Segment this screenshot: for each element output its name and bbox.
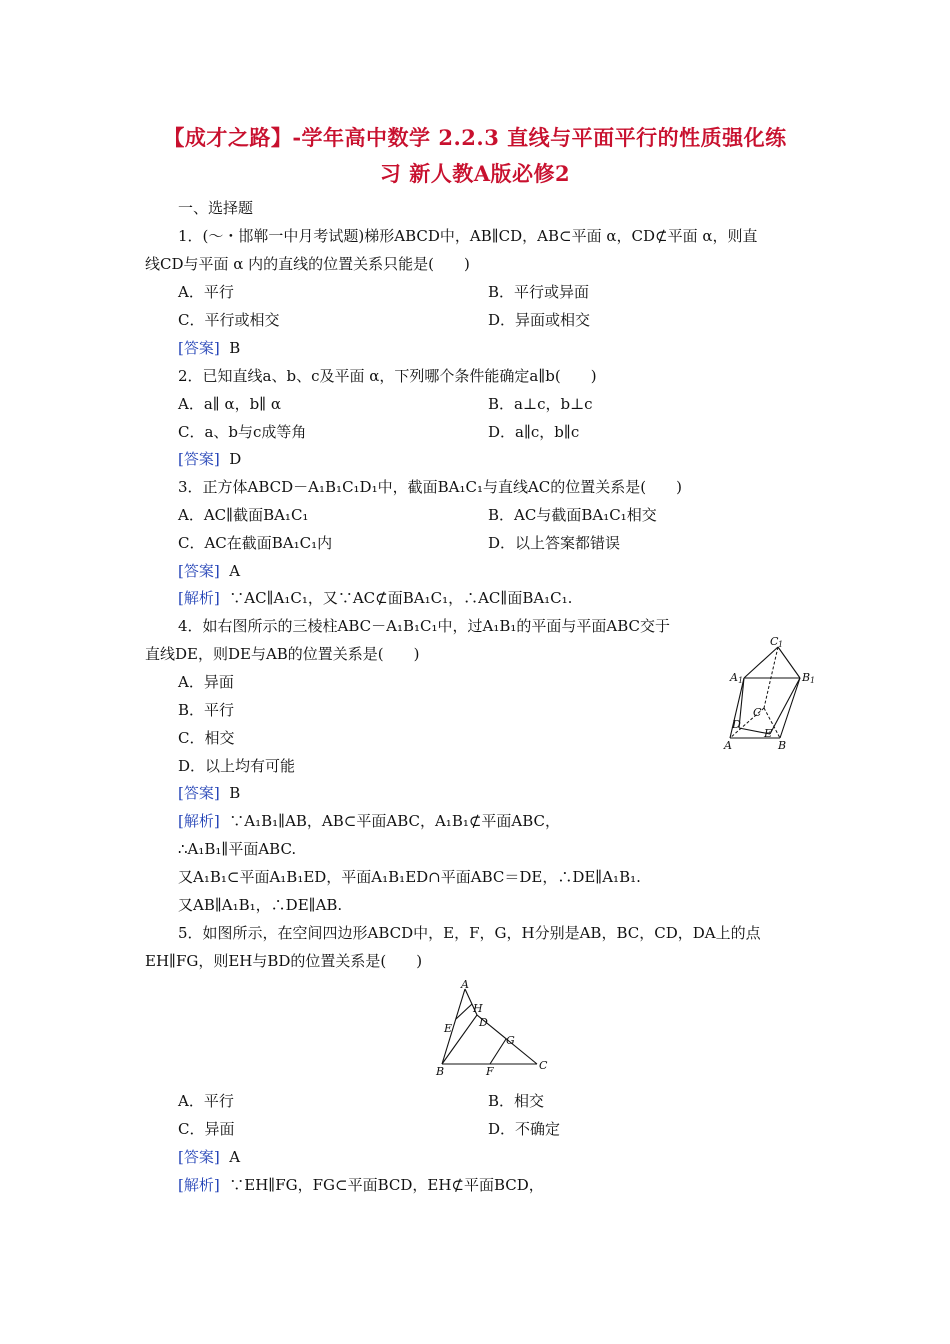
q1-option-d: D．异面或相交	[488, 311, 591, 329]
q1-stem-line1: 1．(～・邯郸一中月考试题)梯形ABCD中，AB∥CD，AB⊂平面 α，CD⊄平面 α，则直	[178, 227, 758, 245]
q5-explanation-row	[178, 1176, 544, 1194]
segment-f-g	[490, 1039, 506, 1064]
edge-c1-b1	[778, 647, 800, 678]
q2-answer-row	[178, 450, 241, 468]
q1-answer-value: B	[229, 339, 241, 357]
q4-explanation-line2: ∴A₁B₁∥平面ABC.	[178, 840, 297, 858]
q3-explanation-row	[178, 589, 572, 607]
q4-explanation-tag: [解析]	[178, 812, 220, 830]
edge-b1-e	[770, 678, 800, 734]
label-f: F	[486, 1065, 494, 1078]
label-e: E	[444, 1022, 453, 1035]
q1-option-a: A．平行	[178, 283, 234, 301]
q3-answer-value: A	[229, 562, 241, 580]
q4-answer-value: B	[229, 784, 241, 802]
q4-option-c: C．相交	[178, 729, 235, 747]
q5-option-a: A．平行	[178, 1092, 234, 1110]
label-g: G	[506, 1034, 515, 1047]
q5-quadrilateral-figure	[430, 978, 560, 1078]
label-a: A	[461, 978, 469, 991]
q4-stem-line1: 4．如右图所示的三棱柱ABC－A₁B₁C₁中，过A₁B₁的平面与平面ABC交于	[178, 617, 671, 635]
label-a1: A	[730, 671, 738, 684]
q1-answer-tag: [答案]	[178, 339, 220, 357]
edge-c1-a1	[744, 647, 778, 678]
label-a: A	[724, 739, 732, 752]
q2-option-b: B．a⊥c，b⊥c	[488, 395, 593, 413]
q3-option-a: A．AC∥截面BA₁C₁	[178, 506, 309, 524]
q4-stem-line2: 直线DE，则DE与AB的位置关系是( )	[145, 645, 420, 663]
q5-answer-tag: [答案]	[178, 1148, 220, 1166]
label-c1-sub: 1	[778, 640, 784, 649]
q4-explanation-line1: ∵A₁B₁∥AB，AB⊂平面ABC，A₁B₁⊄平面ABC，	[229, 812, 561, 830]
label-d: D	[732, 718, 741, 731]
q5-option-c: C．异面	[178, 1120, 235, 1138]
q3-explanation-tag: [解析]	[178, 589, 220, 607]
q1-option-c: C．平行或相交	[178, 311, 280, 329]
doc-title-line1: 【成才之路】-学年高中数学 2.2.3 直线与平面平行的性质强化练	[163, 125, 787, 150]
q5-answer-row	[178, 1148, 240, 1166]
label-b1: B	[802, 671, 811, 684]
q4-explanation-line3: 又A₁B₁⊂平面A₁B₁ED，平面A₁B₁ED∩平面ABC＝DE，∴DE∥A₁B₁.	[178, 868, 641, 886]
q3-stem: 3．正方体ABCD－A₁B₁C₁D₁中，截面BA₁C₁与直线AC的位置关系是( )	[178, 478, 682, 496]
q3-option-b: B．AC与截面BA₁C₁相交	[488, 506, 657, 524]
q4-answer-tag: [答案]	[178, 784, 220, 802]
q3-option-c: C．AC在截面BA₁C₁内	[178, 534, 333, 552]
label-b: B	[778, 739, 787, 752]
q2-answer-tag: [答案]	[178, 450, 220, 468]
q4-option-d: D．以上均有可能	[178, 757, 296, 775]
q2-option-d: D．a∥c，b∥c	[488, 423, 580, 441]
q5-stem-line1: 5．如图所示，在空间四边形ABCD中，E，F，G，H分别是AB，BC，CD，DA上的点	[178, 924, 761, 942]
q1-option-b: B．平行或异面	[488, 283, 590, 301]
q1-answer-row	[178, 339, 240, 357]
label-c1: C	[770, 635, 779, 648]
q3-option-d: D．以上答案都错误	[488, 534, 621, 552]
label-e: E	[764, 727, 773, 740]
label-b1-sub: 1	[810, 676, 816, 685]
label-b: B	[436, 1065, 445, 1078]
label-h: H	[473, 1002, 483, 1015]
q2-stem: 2．已知直线a、b、c及平面 α，下列哪个条件能确定a∥b( )	[178, 367, 597, 385]
q2-option-c: C．a、b与c成等角	[178, 423, 307, 441]
q4-explanation-row	[178, 812, 560, 830]
q3-answer-tag: [答案]	[178, 562, 220, 580]
q4-explanation-line4: 又AB∥A₁B₁，∴DE∥AB.	[178, 896, 343, 914]
q4-option-b: B．平行	[178, 701, 235, 719]
q4-answer-row	[178, 784, 240, 802]
q5-answer-value: A	[229, 1148, 241, 1166]
q4-prism-figure	[720, 630, 820, 755]
q5-option-d: D．不确定	[488, 1120, 561, 1138]
q5-stem-line2: EH∥FG，则EH与BD的位置关系是( )	[145, 952, 423, 970]
q5-explanation-tag: [解析]	[178, 1176, 220, 1194]
q4-option-a: A．异面	[178, 673, 234, 691]
q3-answer-row	[178, 562, 240, 580]
section-heading: 一、选择题	[178, 199, 254, 217]
label-d: D	[479, 1016, 488, 1029]
q5-option-b: B．相交	[488, 1092, 545, 1110]
q2-option-a: A．a∥ α，b∥ α	[178, 395, 282, 413]
q3-explanation-text: ∵AC∥A₁C₁，又∵AC⊄面BA₁C₁，∴AC∥面BA₁C₁.	[229, 589, 573, 607]
q1-stem-line2: 线CD与平面 α 内的直线的位置关系只能是( )	[145, 255, 470, 273]
edge-b1-b	[780, 678, 800, 738]
q2-answer-value: D	[229, 450, 242, 468]
q5-explanation-text: ∵EH∥FG，FG⊂平面BCD，EH⊄平面BCD，	[229, 1176, 544, 1194]
label-a1-sub: 1	[738, 676, 744, 685]
label-c: C	[539, 1059, 548, 1072]
label-c: C	[753, 706, 762, 719]
doc-title-line2: 习 新人教A版必修2	[379, 161, 571, 186]
